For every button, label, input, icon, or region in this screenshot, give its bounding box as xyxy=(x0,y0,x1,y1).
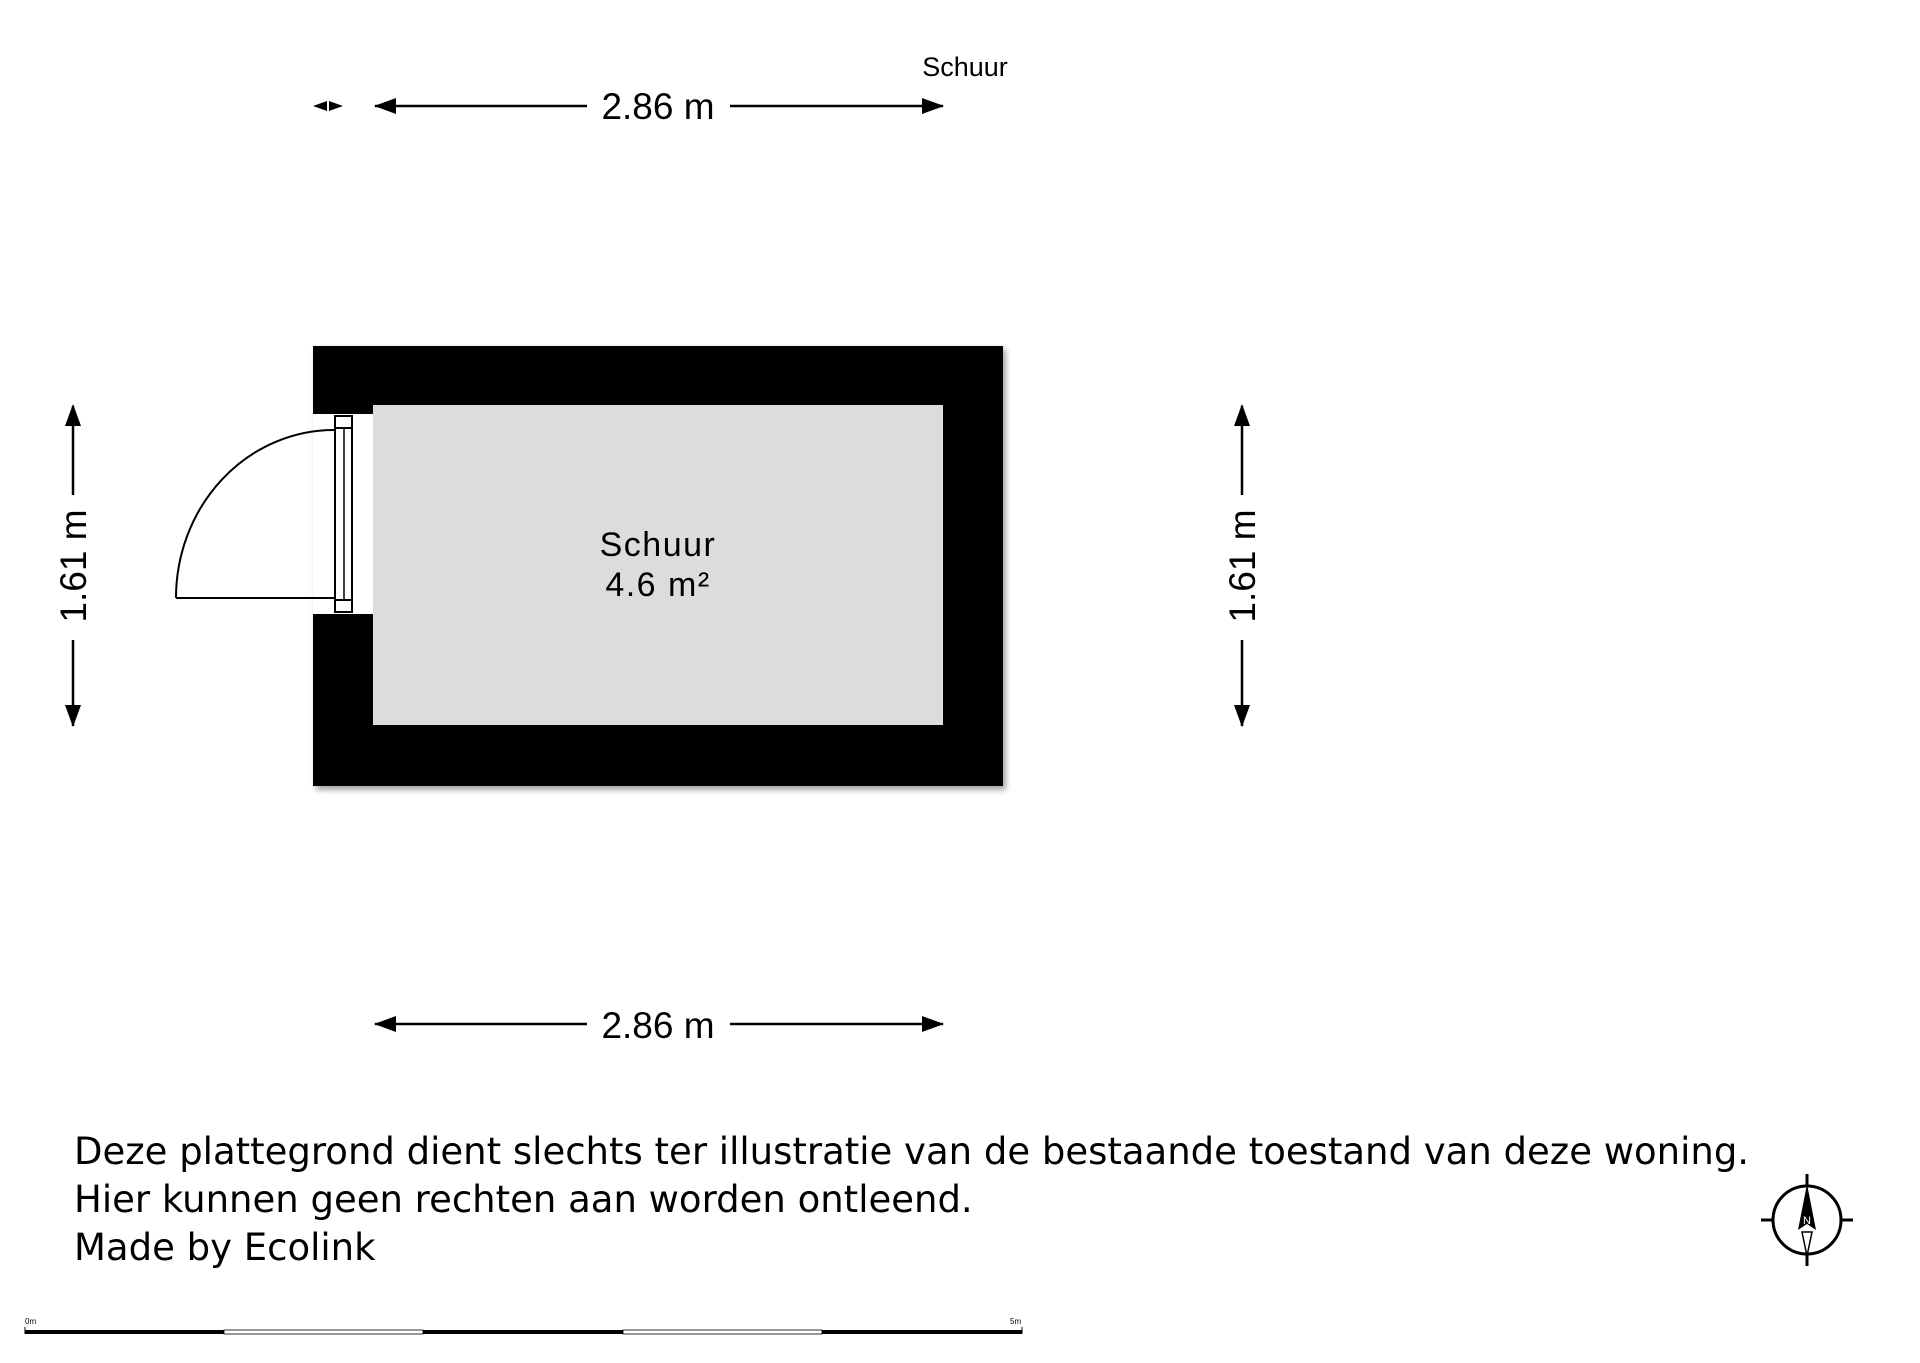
compass-north-label: N xyxy=(1803,1215,1811,1227)
arrow-up-icon xyxy=(65,404,81,426)
arrow-left-icon xyxy=(374,98,396,114)
dimension-right xyxy=(1222,404,1263,727)
arrow-down-icon xyxy=(65,705,81,727)
dimension-top xyxy=(313,86,944,127)
dimension-bottom xyxy=(374,1005,944,1046)
dimension-left-label: 1.61 m xyxy=(53,509,94,623)
arrow-right-icon-bottom xyxy=(922,1016,944,1032)
dimension-bottom-label: 2.86 m xyxy=(601,1005,715,1046)
dimension-top-label: 2.86 m xyxy=(601,86,715,127)
compass-rose-icon xyxy=(1761,1174,1853,1266)
scale-bar-end-label: 5m xyxy=(1010,1317,1022,1326)
plan-title: Schuur xyxy=(922,52,1008,82)
arrow-down-icon-right xyxy=(1234,705,1250,727)
scale-bar-start-label: 0m xyxy=(25,1317,37,1326)
arrow-up-icon-right xyxy=(1234,404,1250,426)
room-area: 4.6 m² xyxy=(605,566,711,604)
arrow-right-icon xyxy=(922,98,944,114)
scale-bar xyxy=(25,1317,1022,1334)
small-marker-icon xyxy=(313,101,327,111)
dimension-right-label: 1.61 m xyxy=(1222,509,1263,623)
disclaimer-line-1: Deze plattegrond dient slechts ter illustratie van de bestaande toestand van deze woning. xyxy=(74,1130,1750,1173)
small-marker-icon-right xyxy=(329,101,343,111)
room-name: Schuur xyxy=(599,526,717,564)
arrow-left-icon-bottom xyxy=(374,1016,396,1032)
dimension-left xyxy=(53,404,94,727)
room-floor xyxy=(373,405,943,725)
disclaimer-line-3: Made by Ecolink xyxy=(74,1226,376,1269)
disclaimer xyxy=(74,1128,1749,1272)
disclaimer-line-2: Hier kunnen geen rechten aan worden ontleend. xyxy=(74,1178,973,1221)
